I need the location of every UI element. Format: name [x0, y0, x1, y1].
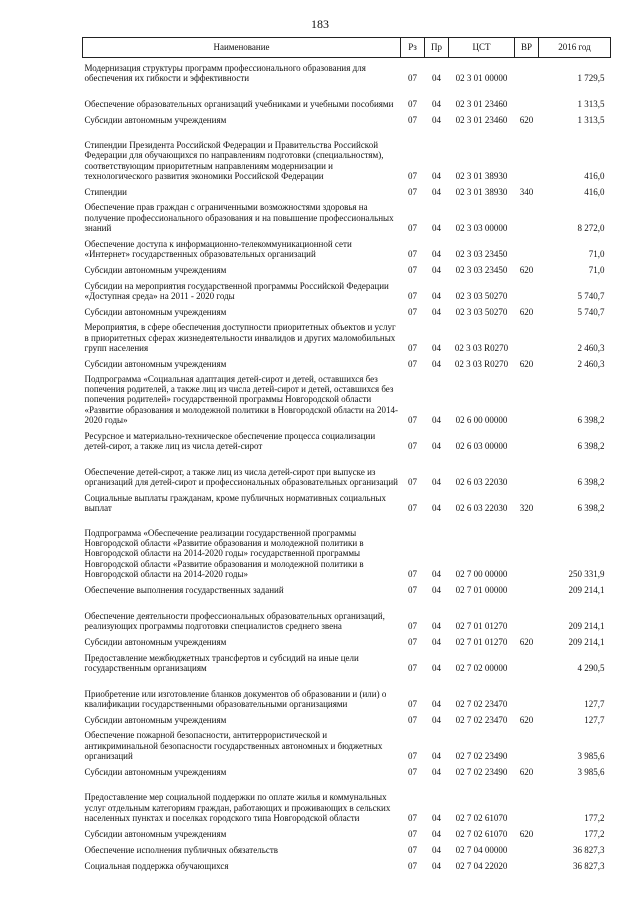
row-name: Предоставление межбюджетных трансфертов и субсидий на иные цели государственным организациям [84, 652, 359, 673]
row-cst: 02 6 03 22030 [455, 502, 508, 513]
row-cst: 02 3 03 50270 [455, 306, 508, 317]
row-value: 4 290,5 [577, 662, 605, 673]
row-value: 1 313,5 [577, 114, 605, 125]
row-value: 250 331,9 [568, 568, 605, 579]
row-rz: 07 [408, 476, 417, 487]
row-name: Подпрограмма «Социальная адаптация детей-сирот и детей, оставшихся без попечения родителей, а также лиц из числа детей-сирот и детей, оставшихся без попечения родителей» государственной программы Новгородской области «Развитие образования и молодежной политики в Новгородской области на 2014-2020 годы» [84, 373, 398, 425]
row-cst: 02 7 04 00000 [455, 844, 508, 855]
row-name: Обеспечение прав граждан с ограниченными возможностями здоровья на получение профессионального образования и на повышение профессиональных знаний [84, 202, 394, 233]
header-vr: ВР [515, 38, 539, 58]
table-row [83, 182, 611, 198]
row-name: Ресурсное и материально-техническое обеспечение процесса социализации детей-сирот, а также лиц из числа детей-сирот [84, 430, 376, 451]
row-value: 36 827,3 [573, 844, 605, 855]
table-row [83, 354, 611, 370]
row-rz: 07 [408, 306, 417, 317]
row-rz: 07 [408, 620, 417, 631]
row-value: 6 398,2 [577, 476, 605, 487]
row-pr: 04 [432, 812, 441, 823]
row-vr [515, 234, 539, 260]
row-vr: 620 [519, 358, 534, 369]
row-pr: 04 [432, 248, 441, 259]
row-cst: 02 7 01 01270 [455, 636, 508, 647]
row-value: 36 827,3 [573, 860, 605, 871]
table-row [83, 126, 611, 182]
row-rz: 07 [408, 584, 417, 595]
table-row [83, 710, 611, 726]
table-row [83, 84, 611, 110]
row-pr: 04 [432, 860, 441, 871]
row-pr: 04 [432, 476, 441, 487]
row-pr: 04 [432, 170, 441, 181]
row-name: Социальная поддержка обучающихся [84, 860, 229, 871]
row-value: 127,7 [584, 698, 605, 709]
row-cst: 02 7 00 00000 [455, 568, 508, 579]
header-year: 2016 год [539, 38, 611, 58]
row-vr [515, 84, 539, 110]
row-rz: 07 [408, 414, 417, 425]
row-vr [515, 58, 539, 85]
row-cst: 02 3 01 23460 [455, 114, 508, 125]
row-value: 1 729,5 [577, 72, 605, 83]
row-cst: 02 7 02 00000 [455, 662, 508, 673]
row-rz: 07 [408, 170, 417, 181]
table-row [83, 674, 611, 710]
row-pr: 04 [432, 342, 441, 353]
row-vr: 620 [519, 714, 534, 725]
row-cst: 02 6 00 00000 [455, 414, 508, 425]
row-pr: 04 [432, 698, 441, 709]
row-cst: 02 3 03 23450 [455, 248, 508, 259]
row-cst: 02 7 02 23490 [455, 766, 508, 777]
row-value: 1 313,5 [577, 98, 605, 109]
row-rz: 07 [408, 222, 417, 233]
row-pr: 04 [432, 358, 441, 369]
row-name: Обеспечение образовательных организаций учебниками и учебными пособиями [84, 98, 394, 109]
row-name: Стипендии [84, 186, 127, 197]
row-value: 209 214,1 [568, 636, 605, 647]
row-name: Субсидии автономным учреждениям [84, 358, 227, 369]
row-cst: 02 3 03 23450 [455, 264, 508, 275]
row-cst: 02 7 02 61070 [455, 828, 508, 839]
row-rz: 07 [408, 714, 417, 725]
row-name: Субсидии на мероприятия государственной программы Российской Федерации «Доступная среда» на 2011 - 2020 годы [84, 280, 389, 301]
table-row [83, 726, 611, 762]
row-pr: 04 [432, 620, 441, 631]
row-name: Обеспечение пожарной безопасности, антитеррористической и антикриминальной безопасности государственных автономных и бюджетных организаций [84, 730, 383, 761]
row-name: Субсидии автономным учреждениям [84, 636, 227, 647]
row-name: Субсидии автономным учреждениям [84, 828, 227, 839]
row-name: Субсидии автономным учреждениям [84, 766, 227, 777]
row-pr: 04 [432, 750, 441, 761]
row-vr [515, 856, 539, 872]
row-pr: 04 [432, 828, 441, 839]
table-row [83, 580, 611, 596]
row-vr [515, 426, 539, 452]
row-value: 177,2 [584, 828, 605, 839]
row-name: Обеспечение выполнения государственных заданий [84, 584, 284, 595]
row-name: Субсидии автономным учреждениям [84, 306, 227, 317]
row-vr [515, 276, 539, 302]
row-rz: 07 [408, 698, 417, 709]
table-row [83, 824, 611, 840]
row-rz: 07 [408, 860, 417, 871]
row-vr [515, 726, 539, 762]
row-pr: 04 [432, 502, 441, 513]
row-pr: 04 [432, 714, 441, 725]
row-rz: 07 [408, 114, 417, 125]
row-name: Социальные выплаты гражданам, кроме публичных нормативных социальных выплат [84, 492, 386, 513]
table-row [83, 58, 611, 85]
row-value: 6 398,2 [577, 414, 605, 425]
row-pr: 04 [432, 98, 441, 109]
row-value: 209 214,1 [568, 584, 605, 595]
row-rz: 07 [408, 766, 417, 777]
row-pr: 04 [432, 306, 441, 317]
row-pr: 04 [432, 844, 441, 855]
row-cst: 02 6 03 22030 [455, 476, 508, 487]
row-name: Обеспечение доступа к информационно-телекоммуникационной сети «Интернет» государственных образовательных организаций [84, 238, 352, 259]
table-row [83, 370, 611, 426]
row-cst: 02 7 01 01270 [455, 620, 508, 631]
row-pr: 04 [432, 72, 441, 83]
row-vr [515, 514, 539, 580]
table-row [83, 302, 611, 318]
row-value: 2 460,3 [577, 342, 605, 353]
row-value: 5 740,7 [577, 290, 605, 301]
header-row [83, 38, 611, 58]
row-rz: 07 [408, 248, 417, 259]
row-value: 416,0 [584, 186, 605, 197]
row-value: 71,0 [588, 264, 605, 275]
row-vr [515, 318, 539, 354]
row-name: Мероприятия, в сфере обеспечения доступности приоритетных объектов и услуг в приоритетных сферах жизнедеятельности инвалидов и других маломобильных групп населения [84, 322, 396, 353]
table-row [83, 856, 611, 872]
row-cst: 02 3 03 50270 [455, 290, 508, 301]
row-cst: 02 7 04 22020 [455, 860, 508, 871]
row-name: Приобретение или изготовление бланков документов об образовании и (или) о квалификации государственными образовательными организациями [84, 688, 387, 709]
row-rz: 07 [408, 342, 417, 353]
table-row [83, 318, 611, 354]
row-vr: 620 [519, 306, 534, 317]
row-rz: 07 [408, 636, 417, 647]
row-cst: 02 7 02 23470 [455, 698, 508, 709]
header-rz: Рз [401, 38, 425, 58]
row-vr: 620 [519, 636, 534, 647]
table-header [83, 38, 611, 58]
row-rz: 07 [408, 844, 417, 855]
row-name: Модернизация структуры программ профессионального образования для обеспечения их гибкости и эффективности [84, 62, 366, 83]
table-row [83, 596, 611, 632]
row-vr [515, 674, 539, 710]
row-value: 177,2 [584, 812, 605, 823]
row-value: 416,0 [584, 170, 605, 181]
row-value: 209 214,1 [568, 620, 605, 631]
table-row [83, 762, 611, 778]
table-row [83, 276, 611, 302]
row-name: Обеспечение исполнения публичных обязательств [84, 844, 279, 855]
row-cst: 02 3 01 23460 [455, 98, 508, 109]
row-pr: 04 [432, 766, 441, 777]
row-vr: 620 [519, 766, 534, 777]
row-cst: 02 3 03 R0270 [454, 342, 509, 353]
row-pr: 04 [432, 584, 441, 595]
row-cst: 02 7 01 00000 [455, 584, 508, 595]
row-name: Субсидии автономным учреждениям [84, 114, 227, 125]
page-number: 183 [311, 17, 329, 31]
row-value: 2 460,3 [577, 358, 605, 369]
row-cst: 02 3 03 R0270 [454, 358, 509, 369]
row-rz: 07 [408, 186, 417, 197]
row-cst: 02 6 03 00000 [455, 440, 508, 451]
row-rz: 07 [408, 358, 417, 369]
row-pr: 04 [432, 222, 441, 233]
table-row [83, 198, 611, 234]
row-rz: 07 [408, 264, 417, 275]
row-rz: 07 [408, 750, 417, 761]
table-row [83, 110, 611, 126]
header-name: Наименование [83, 38, 401, 58]
row-pr: 04 [432, 636, 441, 647]
row-cst: 02 3 01 00000 [455, 72, 508, 83]
row-name: Подпрограмма «Обеспечение реализации государственной программы Новгородской области «Развитие образования и молодежной политики в Новгородской области на 2014-2020 годы» государственной программы Новгородской области «Развитие образования и молодежной политики в Новгородской области на 2014-2020 годы» [84, 527, 364, 579]
row-vr [515, 452, 539, 488]
row-value: 8 272,0 [577, 222, 605, 233]
table-row [83, 260, 611, 276]
row-vr: 620 [519, 114, 534, 125]
row-pr: 04 [432, 290, 441, 301]
row-value: 6 398,2 [577, 502, 605, 513]
row-cst: 02 7 02 23490 [455, 750, 508, 761]
row-value: 6 398,2 [577, 440, 605, 451]
table-row [83, 778, 611, 824]
row-rz: 07 [408, 440, 417, 451]
table-row [83, 840, 611, 856]
row-pr: 04 [432, 662, 441, 673]
row-cst: 02 3 03 00000 [455, 222, 508, 233]
row-rz: 07 [408, 828, 417, 839]
header-pr: Пр [425, 38, 449, 58]
row-rz: 07 [408, 72, 417, 83]
row-vr [515, 840, 539, 856]
row-rz: 07 [408, 502, 417, 513]
row-vr: 320 [519, 502, 534, 513]
table-body [83, 58, 611, 873]
budget-table [82, 37, 611, 872]
table-row [83, 488, 611, 514]
row-pr: 04 [432, 186, 441, 197]
row-pr: 04 [432, 568, 441, 579]
row-pr: 04 [432, 440, 441, 451]
row-vr [515, 778, 539, 824]
table-row [83, 632, 611, 648]
row-vr [515, 370, 539, 426]
row-name: Субсидии автономным учреждениям [84, 264, 227, 275]
row-vr: 620 [519, 828, 534, 839]
row-name: Обеспечение деятельности профессиональных образовательных организаций, реализующих программы подготовки специалистов среднего звена [84, 610, 385, 631]
row-value: 3 985,6 [577, 766, 605, 777]
row-value: 127,7 [584, 714, 605, 725]
table-row [83, 234, 611, 260]
row-name: Субсидии автономным учреждениям [84, 714, 227, 725]
row-vr [515, 126, 539, 182]
row-name: Стипендии Президента Российской Федерации и Правительства Российской Федерации для обучающихся по направлениям подготовки (специальностям), соответствующим приоритетным направлениям модернизации и технологического развития экономики Российской Федерации [84, 140, 384, 181]
row-cst: 02 7 02 61070 [455, 812, 508, 823]
row-value: 5 740,7 [577, 306, 605, 317]
row-rz: 07 [408, 568, 417, 579]
row-rz: 07 [408, 662, 417, 673]
row-rz: 07 [408, 98, 417, 109]
row-rz: 07 [408, 812, 417, 823]
row-value: 3 985,6 [577, 750, 605, 761]
row-vr: 340 [519, 186, 534, 197]
row-pr: 04 [432, 114, 441, 125]
header-cst: ЦСТ [449, 38, 515, 58]
row-cst: 02 3 01 38930 [455, 186, 508, 197]
row-vr: 620 [519, 264, 534, 275]
row-pr: 04 [432, 264, 441, 275]
row-vr [515, 596, 539, 632]
row-cst: 02 3 01 38930 [455, 170, 508, 181]
table-row [83, 514, 611, 580]
row-name: Предоставление мер социальной поддержки по оплате жилья и коммунальных услуг отдельным категориям граждан, работающих и проживающих в сельских населенных пунктах и поселках городского типа Новгородской области [84, 792, 391, 823]
table-row [83, 648, 611, 674]
table-row [83, 452, 611, 488]
row-rz: 07 [408, 290, 417, 301]
table-row [83, 426, 611, 452]
row-name: Обеспечение детей-сирот, а также лиц из числа детей-сирот при выпуске из организаций для детей-сирот и профессиональных образовательных организаций [84, 466, 398, 487]
row-value: 71,0 [588, 248, 605, 259]
row-pr: 04 [432, 414, 441, 425]
row-cst: 02 7 02 23470 [455, 714, 508, 725]
row-vr [515, 580, 539, 596]
row-vr [515, 198, 539, 234]
row-vr [515, 648, 539, 674]
